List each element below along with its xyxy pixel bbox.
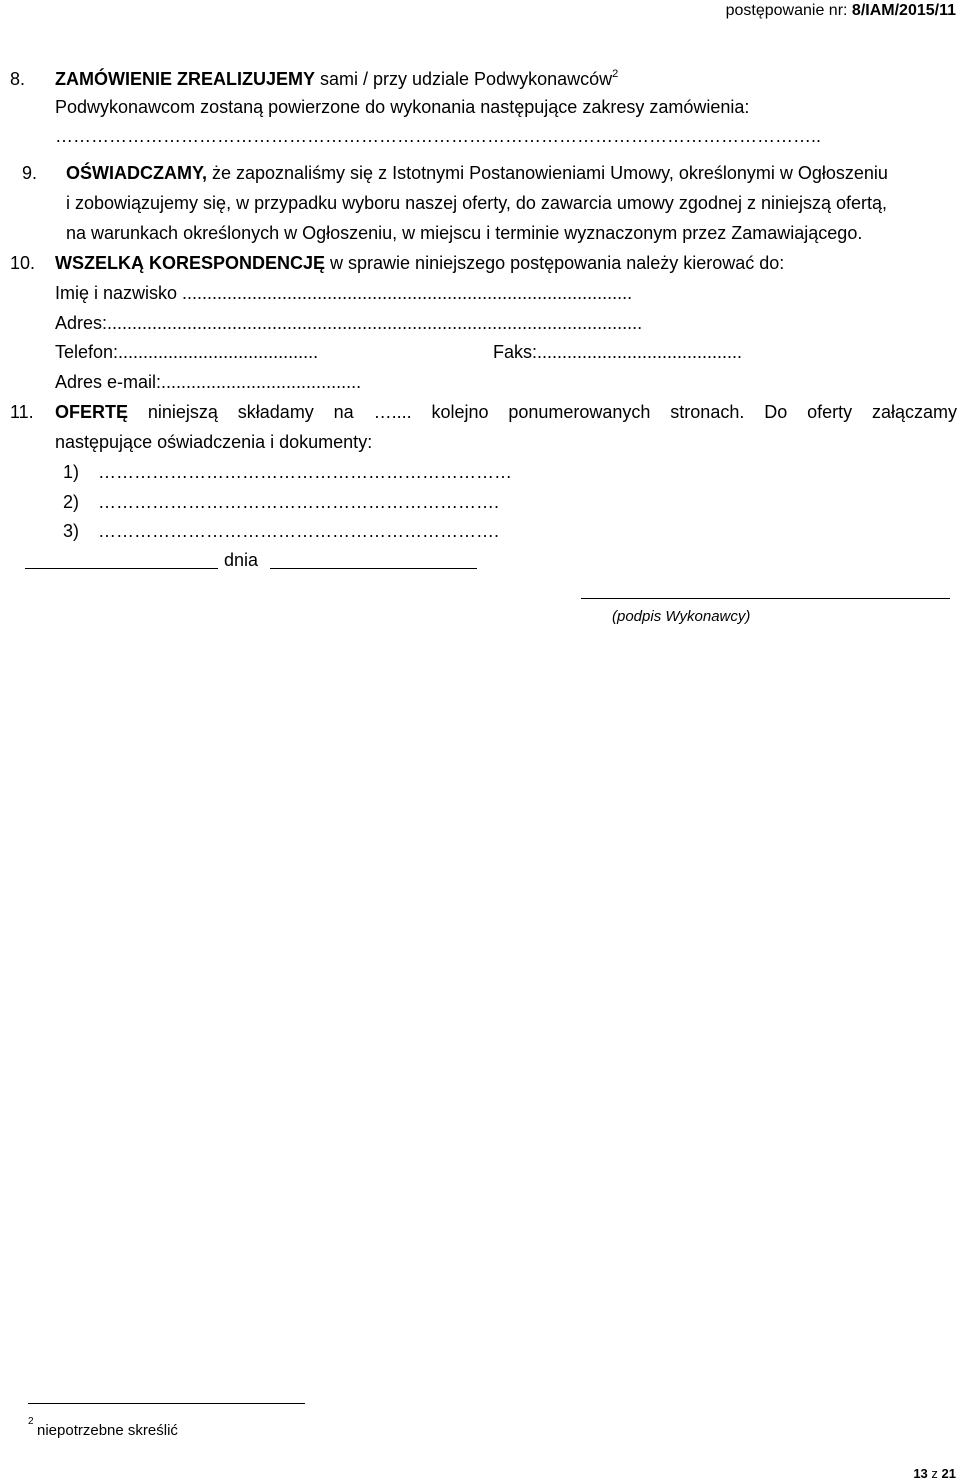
name-field: Imię i nazwisko .......................................................................................... [55, 283, 633, 303]
address-field: Adres:........................................................................................................... [55, 313, 643, 333]
email-field: Adres e-mail:........................................ [55, 372, 362, 392]
section-8-bold: ZAMÓWIENIE ZREALIZUJEMY [55, 69, 315, 89]
section-10-rest: w sprawie niniejszego postępowania należy kierować do: [325, 253, 785, 273]
section-10-number: 10. [10, 253, 36, 273]
s11-word: składamy [237, 402, 314, 422]
section-8-line3: ……………………………………………………………………………………………………………….. [55, 126, 822, 146]
phone-field: Telefon:........................................ [55, 342, 319, 362]
section-11-line2: następujące oświadczenia i dokumenty: [55, 432, 373, 452]
section-10-bold: WSZELKĄ KORESPONDENCJĘ [55, 253, 326, 273]
s11-page-count-blank: ….... [373, 402, 412, 422]
footnote-number: 2 [28, 1416, 34, 1427]
s11-word: oferty [807, 402, 853, 422]
section-10-line1 [55, 254, 784, 272]
fax-field: Faks:......................................... [493, 342, 743, 362]
s11-word: niniejszą [147, 402, 218, 422]
signature-caption: (podpis Wykonawcy) [612, 608, 751, 625]
place-blank-line [25, 568, 218, 569]
section-9-line3: na warunkach określonych w Ogłoszeniu, w miejscu i terminie wyznaczonym przez Zamawiającego. [66, 223, 863, 243]
list-item-dots: …………………………………………………………… [98, 462, 512, 482]
footnote-ref: 2 [612, 68, 619, 80]
header-prefix: postępowanie nr: [725, 2, 852, 19]
page-current: 13 [913, 1466, 928, 1481]
s11-word: na [333, 402, 354, 422]
s11-word: załączamy [871, 402, 957, 422]
section-8-rest: sami / przy udziale Podwykonawców [315, 69, 613, 89]
signature-line [581, 598, 950, 599]
list-item-number: 1) [63, 462, 80, 482]
document-header [726, 3, 956, 19]
section-8-number: 8. [10, 69, 26, 89]
section-11-number: 11. [10, 402, 34, 422]
section-9-bold: OŚWIADCZAMY, [66, 163, 207, 183]
case-number: 8/IAM/2015/11 [851, 2, 956, 19]
section-11-line1 [55, 403, 957, 421]
section-9-number: 9. [22, 163, 38, 183]
s11-word: ponumerowanych [508, 402, 651, 422]
page-of-word: z [931, 1466, 938, 1481]
section-9-line1-rest: że zapoznaliśmy się z Istotnymi Postanowieniami Umowy, określonymi w Ogłoszeniu [207, 163, 888, 183]
footnote-separator [28, 1403, 305, 1404]
s11-word: Do [764, 402, 788, 422]
list-item-number: 3) [63, 521, 80, 541]
section-11-bold: OFERTĘ [55, 402, 129, 422]
s11-word: stronach. [670, 402, 745, 422]
section-8-line2: Podwykonawcom zostaną powierzone do wykonania następujące zakresy zamówienia: [55, 97, 750, 117]
section-9-line1 [66, 164, 888, 182]
section-8-line1 [55, 70, 618, 88]
section-9-line2: i zobowiązujemy się, w przypadku wyboru naszej oferty, do zawarcia umowy zgodnej z niniejszą ofertą, [66, 193, 888, 213]
page-total: 21 [941, 1466, 956, 1481]
date-word: dnia [224, 550, 259, 570]
footnote-text: niepotrzebne skreślić [37, 1422, 178, 1439]
date-blank-line [270, 568, 477, 569]
page-number [913, 1467, 956, 1480]
list-item-dots: …………………………………………………………. [98, 521, 500, 541]
s11-word: kolejno [431, 402, 489, 422]
list-item-dots: …………………………………………………………. [98, 492, 500, 512]
list-item-number: 2) [63, 492, 80, 512]
